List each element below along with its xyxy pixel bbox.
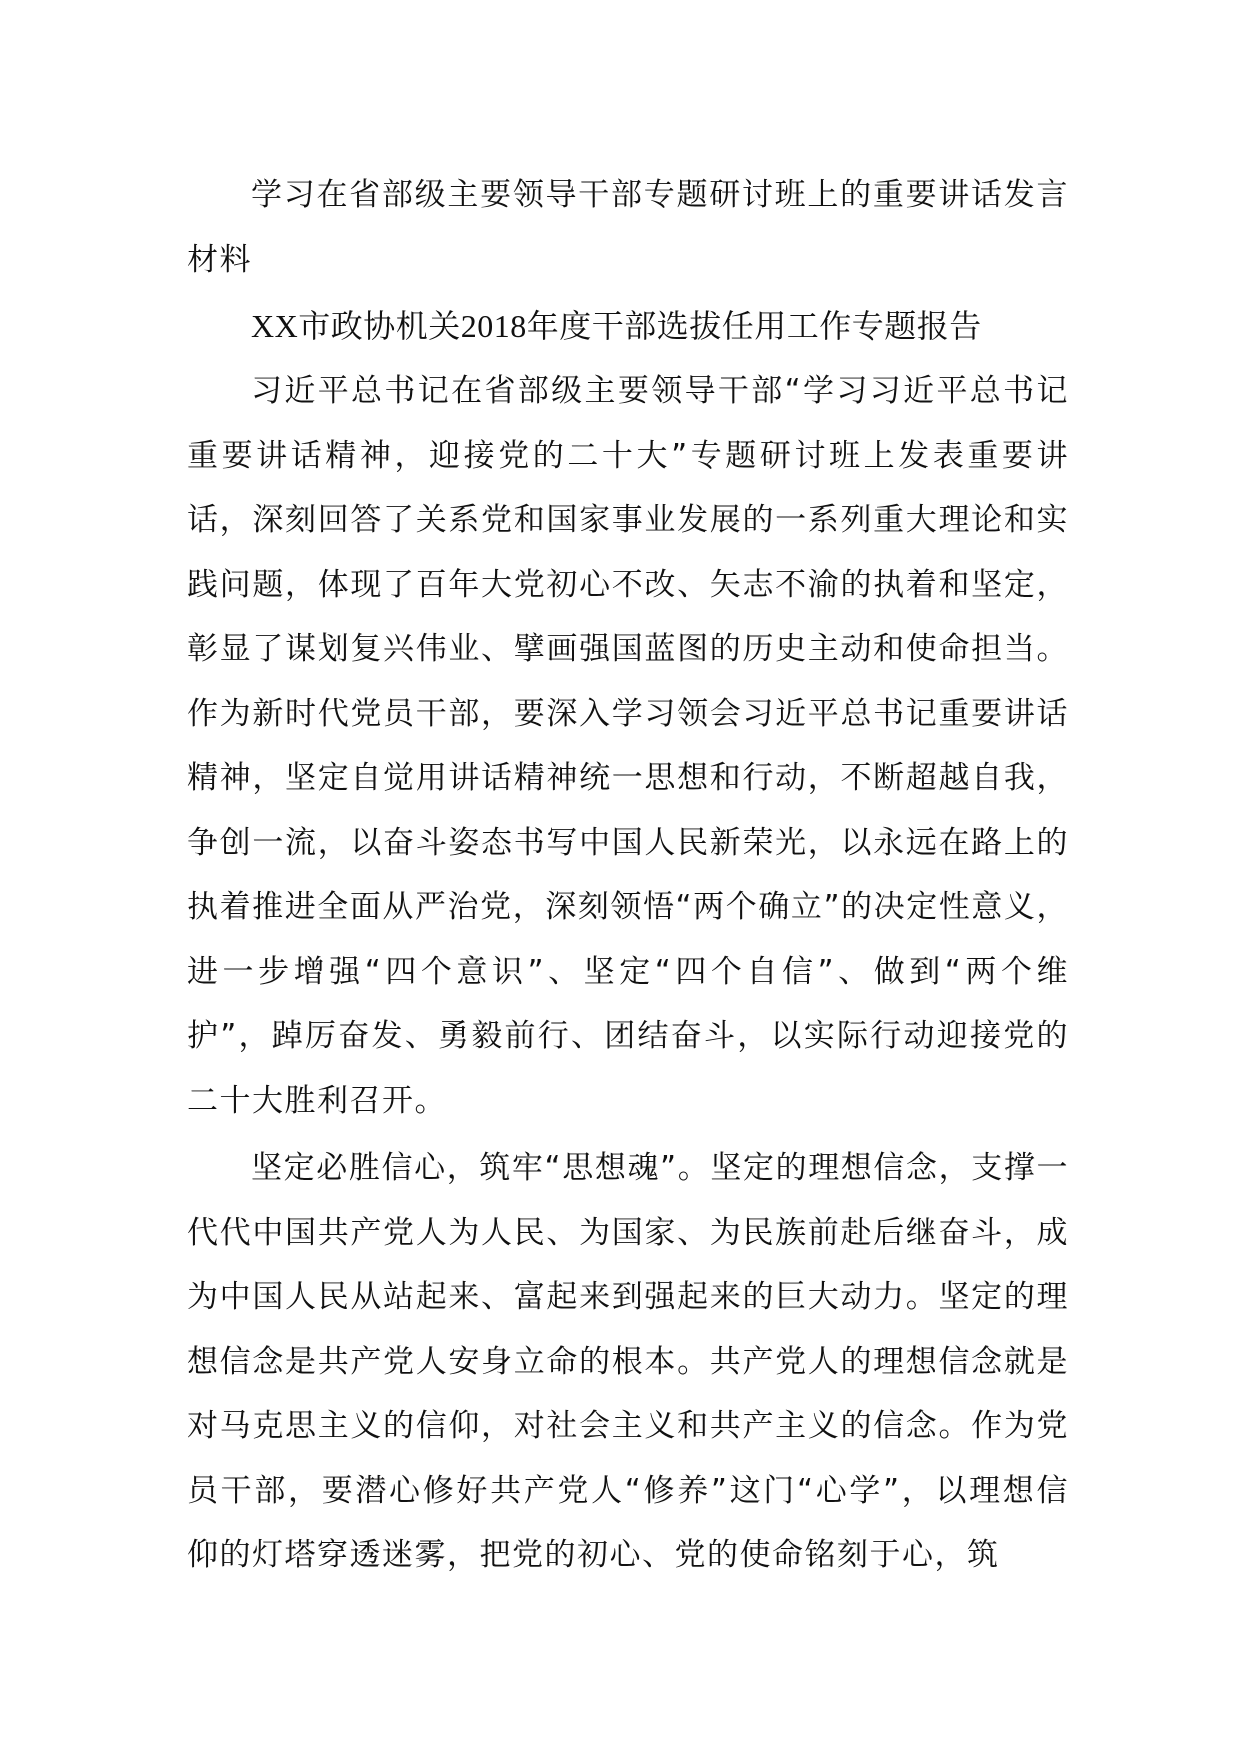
document-subtitle: XX市政协机关2018年度干部选拔任用工作专题报告	[251, 308, 982, 344]
body-paragraph: 习近平总书记在省部级主要领导干部“学习习近平总书记重要讲话精神，迎接党的二十大”专题研讨班上发表重要讲话，深刻回答了关系党和国家事业发展的一系列重大理论和实践问题，体现了百年大党初心不改、矢志不渝的执着和坚定，彰显了谋划复兴伟业、擘画强国蓝图的历史主动和使命担当。作为新时代党员干部，要深入学习领会习近平总书记重要讲话精神，坚定自觉用讲话精神统一思想和行动，不断超越自我，争创一流，以奋斗姿态书写中国人民新荣光，以永远在路上的执着推进全面从严治党，深刻领悟“两个确立”的决定性意义，进一步增强“四个意识”、坚定“四个自信”、做到“两个维护”，踔厉奋发、勇毅前行、团结奋斗，以实际行动迎接党的二十大胜利召开。	[187, 373, 1069, 1119]
document-title: 学习在省部级主要领导干部专题研讨班上的重要讲话发言材料	[187, 177, 1069, 278]
body-paragraph: 坚定必胜信心，筑牢“思想魂”。坚定的理想信念，支撑一代代中国共产党人为人民、为国家、为民族前赴后继奋斗，成为中国人民从站起来、富起来到强起来的巨大动力。坚定的理想信念是共产党人安身立命的根本。共产党人的理想信念就是对马克思主义的信仰，对社会主义和共产主义的信念。作为党员干部，要潜心修好共产党人“修养”这门“心学”，以理想信仰的灯塔穿透迷雾，把党的初心、党的使命铭刻于心，筑	[187, 1150, 1069, 1573]
